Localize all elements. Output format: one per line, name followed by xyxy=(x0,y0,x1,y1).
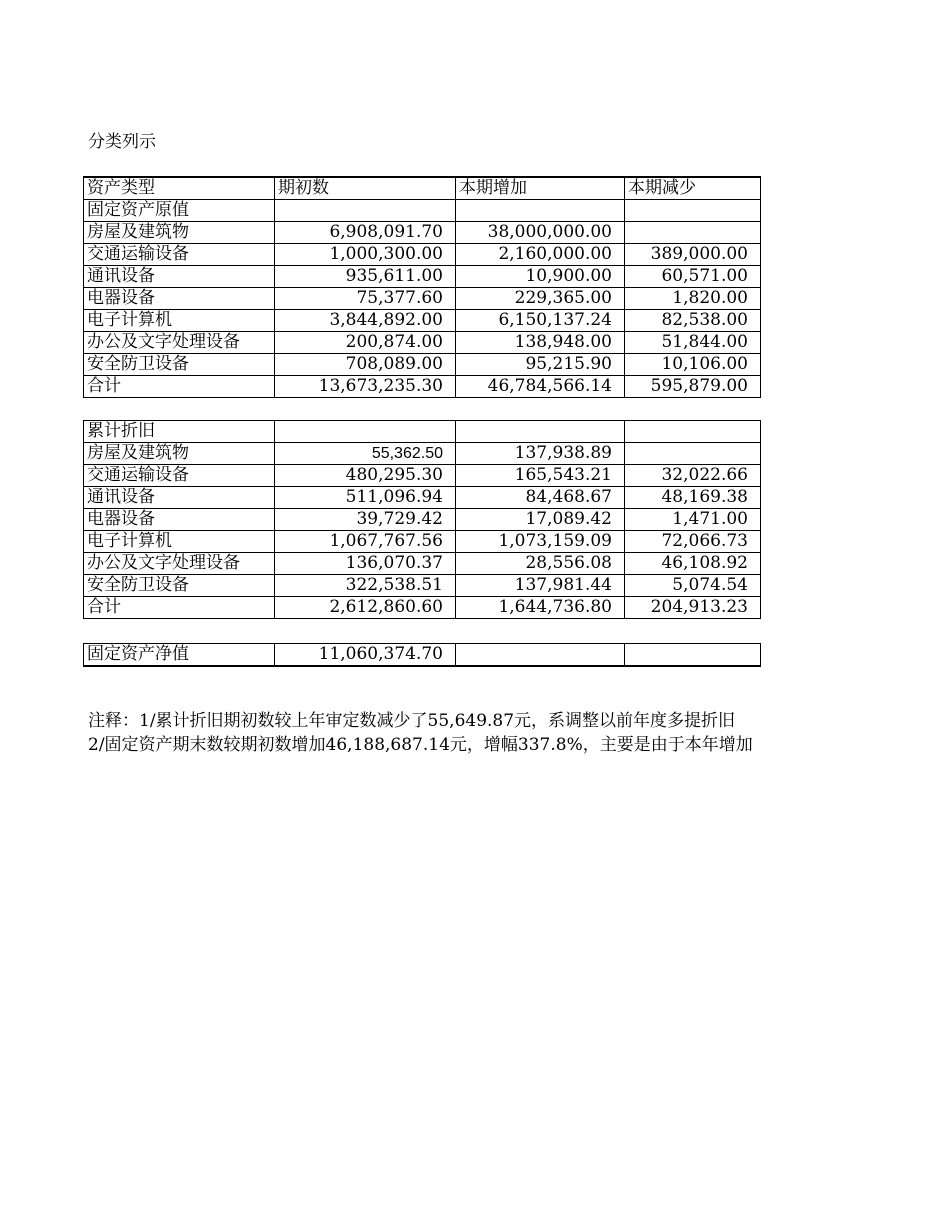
decrease-cell: 32,022.66 xyxy=(625,465,761,487)
table-row xyxy=(84,553,761,575)
original-value-table xyxy=(83,176,761,398)
asset-type-cell: 安全防卫设备 xyxy=(84,354,275,376)
asset-type-cell: 电器设备 xyxy=(84,288,275,310)
total-opening: 13,673,235.30 xyxy=(275,376,456,398)
decrease-cell: 389,000.00 xyxy=(625,244,761,266)
table-row xyxy=(84,465,761,487)
decrease-cell xyxy=(625,222,761,244)
notes xyxy=(88,709,760,757)
opening-cell: 3,844,892.00 xyxy=(275,310,456,332)
increase-cell: 229,365.00 xyxy=(456,288,625,310)
table-row xyxy=(84,266,761,288)
empty-cell xyxy=(275,421,456,443)
header-increase: 本期增加 xyxy=(456,177,625,200)
table-row xyxy=(84,531,761,553)
empty-cell xyxy=(625,421,761,443)
increase-cell: 165,543.21 xyxy=(456,465,625,487)
opening-cell: 75,377.60 xyxy=(275,288,456,310)
asset-type-cell: 电器设备 xyxy=(84,509,275,531)
decrease-cell: 46,108.92 xyxy=(625,553,761,575)
empty-cell xyxy=(625,200,761,222)
total-label: 合计 xyxy=(84,376,275,398)
table-row xyxy=(84,310,761,332)
increase-cell: 137,981.44 xyxy=(456,575,625,597)
table-row xyxy=(84,244,761,266)
total-increase: 46,784,566.14 xyxy=(456,376,625,398)
decrease-cell: 72,066.73 xyxy=(625,531,761,553)
increase-cell: 84,468.67 xyxy=(456,487,625,509)
total-increase: 1,644,736.80 xyxy=(456,597,625,619)
opening-cell: 55,362.50 xyxy=(275,443,456,465)
total-decrease: 204,913.23 xyxy=(625,597,761,619)
decrease-cell xyxy=(625,443,761,465)
opening-cell: 480,295.30 xyxy=(275,465,456,487)
table-row xyxy=(84,288,761,310)
asset-type-cell: 通讯设备 xyxy=(84,487,275,509)
total-decrease: 595,879.00 xyxy=(625,376,761,398)
total-row xyxy=(84,597,761,619)
opening-cell: 6,908,091.70 xyxy=(275,222,456,244)
increase-cell: 1,073,159.09 xyxy=(456,531,625,553)
net-value-row xyxy=(84,644,761,667)
decrease-cell: 82,538.00 xyxy=(625,310,761,332)
decrease-cell: 60,571.00 xyxy=(625,266,761,288)
decrease-cell: 48,169.38 xyxy=(625,487,761,509)
net-value-label: 固定资产净值 xyxy=(84,644,275,667)
asset-type-cell: 办公及文字处理设备 xyxy=(84,553,275,575)
opening-cell: 39,729.42 xyxy=(275,509,456,531)
increase-cell: 95,215.90 xyxy=(456,354,625,376)
group-row xyxy=(84,200,761,222)
total-opening: 2,612,860.60 xyxy=(275,597,456,619)
increase-cell: 2,160,000.00 xyxy=(456,244,625,266)
decrease-cell: 5,074.54 xyxy=(625,575,761,597)
opening-cell: 322,538.51 xyxy=(275,575,456,597)
table-row xyxy=(84,509,761,531)
increase-cell: 10,900.00 xyxy=(456,266,625,288)
header-opening: 期初数 xyxy=(275,177,456,200)
empty-cell xyxy=(456,421,625,443)
table-row xyxy=(84,354,761,376)
asset-type-cell: 交通运输设备 xyxy=(84,244,275,266)
header-asset-type: 资产类型 xyxy=(84,177,275,200)
accumulated-depreciation-table xyxy=(83,420,761,619)
asset-type-cell: 房屋及建筑物 xyxy=(84,443,275,465)
increase-cell: 137,938.89 xyxy=(456,443,625,465)
group-label: 固定资产原值 xyxy=(84,200,275,222)
decrease-cell: 1,471.00 xyxy=(625,509,761,531)
table-row xyxy=(84,222,761,244)
empty-cell xyxy=(275,200,456,222)
decrease-cell: 10,106.00 xyxy=(625,354,761,376)
increase-cell: 38,000,000.00 xyxy=(456,222,625,244)
opening-cell: 136,070.37 xyxy=(275,553,456,575)
increase-cell: 28,556.08 xyxy=(456,553,625,575)
asset-type-cell: 电子计算机 xyxy=(84,310,275,332)
header-decrease: 本期减少 xyxy=(625,177,761,200)
asset-type-cell: 房屋及建筑物 xyxy=(84,222,275,244)
opening-cell: 935,611.00 xyxy=(275,266,456,288)
group-row xyxy=(84,421,761,443)
asset-type-cell: 电子计算机 xyxy=(84,531,275,553)
increase-cell: 17,089.42 xyxy=(456,509,625,531)
note-line-2: 2/固定资产期末数较期初数增加46,188,687.14元，增幅337.8%，主要是由于本年增加 xyxy=(88,735,753,755)
total-label: 合计 xyxy=(84,597,275,619)
table-row xyxy=(84,487,761,509)
asset-type-cell: 办公及文字处理设备 xyxy=(84,332,275,354)
net-value-decrease xyxy=(625,644,761,667)
header-row xyxy=(84,177,761,200)
section-title: 分类列示 xyxy=(88,132,156,152)
asset-type-cell: 安全防卫设备 xyxy=(84,575,275,597)
table-row xyxy=(84,332,761,354)
total-row xyxy=(84,376,761,398)
asset-type-cell: 通讯设备 xyxy=(84,266,275,288)
opening-cell: 1,000,300.00 xyxy=(275,244,456,266)
table-row xyxy=(84,575,761,597)
table-row xyxy=(84,443,761,465)
opening-cell: 1,067,767.56 xyxy=(275,531,456,553)
empty-cell xyxy=(456,200,625,222)
increase-cell: 138,948.00 xyxy=(456,332,625,354)
decrease-cell: 1,820.00 xyxy=(625,288,761,310)
net-value-increase xyxy=(456,644,625,667)
decrease-cell: 51,844.00 xyxy=(625,332,761,354)
opening-cell: 708,089.00 xyxy=(275,354,456,376)
opening-cell: 511,096.94 xyxy=(275,487,456,509)
opening-cell: 200,874.00 xyxy=(275,332,456,354)
net-value-opening: 11,060,374.70 xyxy=(275,644,456,667)
note-line-1: 注释：1/累计折旧期初数较上年审定数减少了55,649.87元，系调整以前年度多提折旧 xyxy=(88,711,736,731)
asset-type-cell: 交通运输设备 xyxy=(84,465,275,487)
increase-cell: 6,150,137.24 xyxy=(456,310,625,332)
group-label: 累计折旧 xyxy=(84,421,275,443)
net-value-table xyxy=(83,643,761,667)
